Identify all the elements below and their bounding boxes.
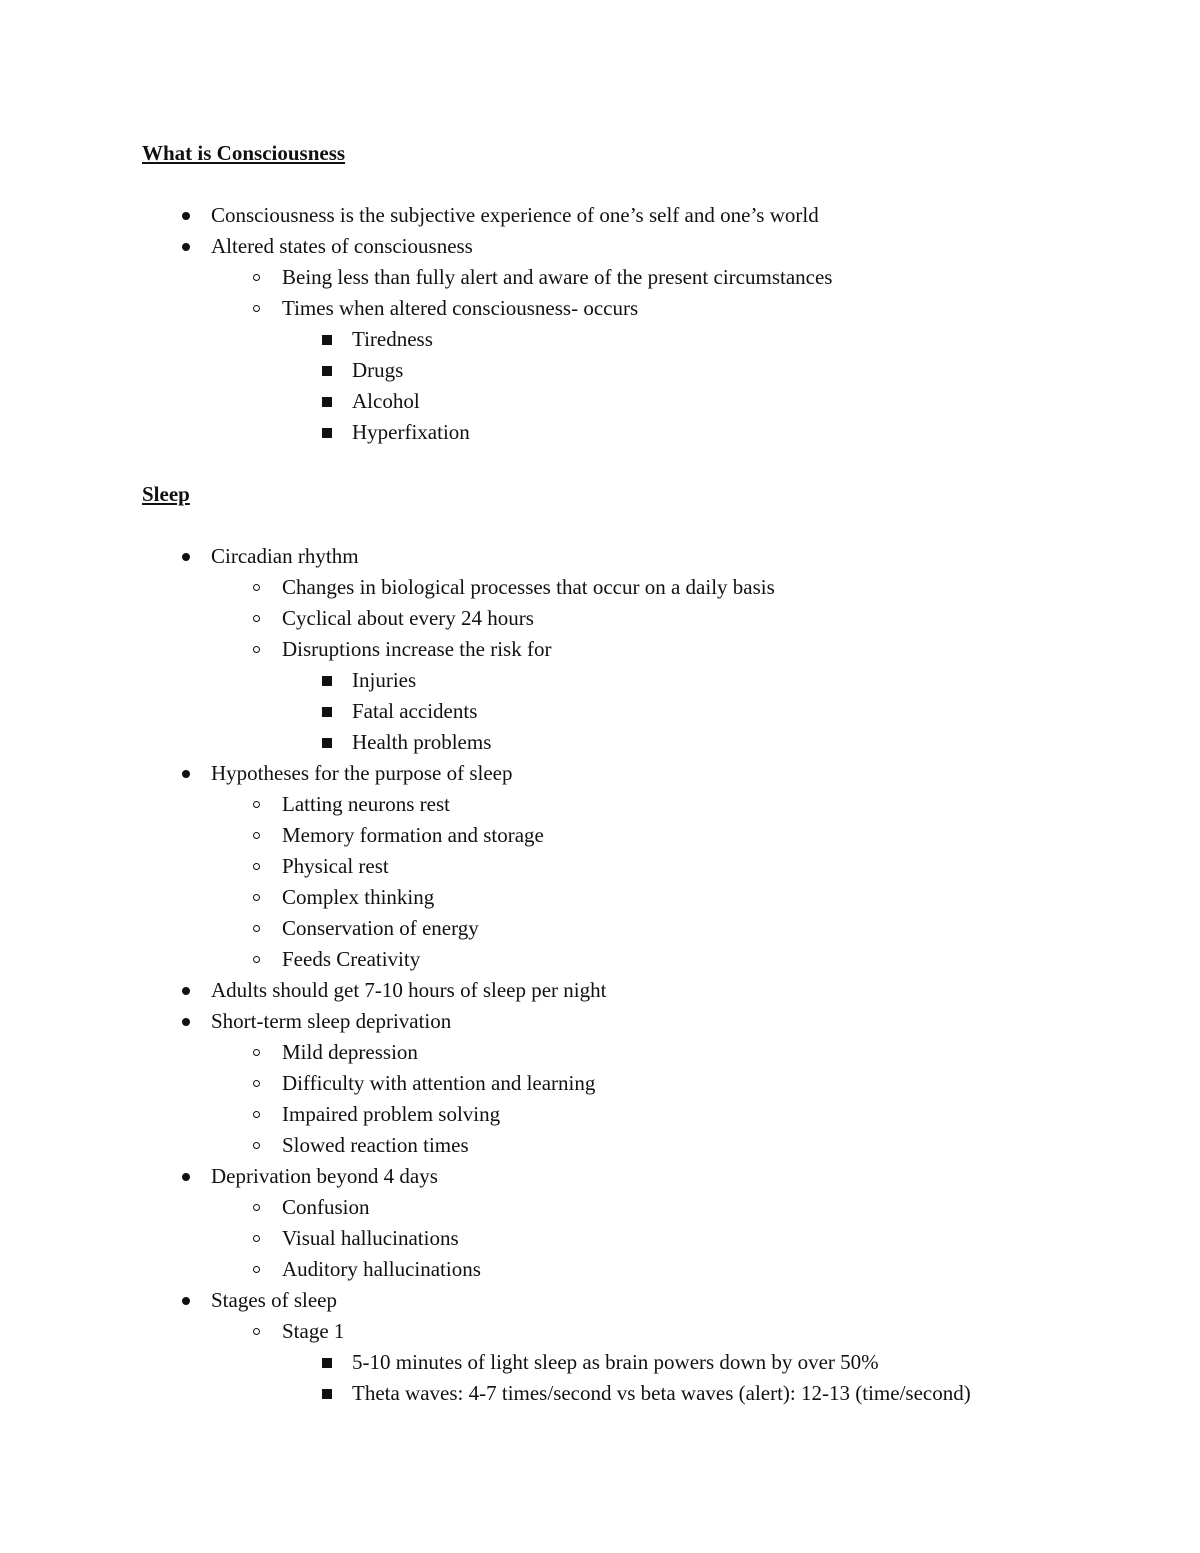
list-item bbox=[142, 1006, 1102, 1037]
bullet-shape bbox=[322, 335, 332, 345]
list-item-text: Alcohol bbox=[352, 389, 420, 413]
bullet-shape bbox=[253, 832, 260, 839]
bullet-shape bbox=[253, 801, 260, 808]
list-item-text: Changes in biological processes that occur on a daily basis bbox=[282, 575, 775, 599]
list-item-text: Impaired problem solving bbox=[282, 1102, 501, 1126]
bullet-shape bbox=[253, 956, 260, 963]
hollow-circle-bullet-icon bbox=[246, 913, 266, 944]
list-item-text: Short-term sleep deprivation bbox=[211, 1009, 452, 1033]
filled-square-bullet-icon bbox=[317, 355, 337, 386]
bullet-shape bbox=[182, 243, 190, 251]
filled-circle-bullet-icon bbox=[176, 975, 196, 1006]
list-item-text: Adults should get 7-10 hours of sleep per night bbox=[211, 978, 607, 1002]
filled-square-bullet-icon bbox=[317, 665, 337, 696]
filled-circle-bullet-icon bbox=[176, 1285, 196, 1316]
bullet-shape bbox=[253, 1142, 260, 1149]
hollow-circle-bullet-icon bbox=[246, 1316, 266, 1347]
list-item-text: Theta waves: 4-7 times/second vs beta waves (alert): 12-13 (time/second) bbox=[352, 1381, 971, 1405]
list-item bbox=[142, 1347, 1102, 1378]
bullet-shape bbox=[253, 1266, 260, 1273]
hollow-circle-bullet-icon bbox=[246, 1037, 266, 1068]
list-item bbox=[142, 665, 1102, 696]
filled-circle-bullet-icon bbox=[176, 1006, 196, 1037]
list-item bbox=[142, 758, 1102, 789]
list-item-text: Slowed reaction times bbox=[282, 1133, 469, 1157]
bullet-shape bbox=[322, 428, 332, 438]
hollow-circle-bullet-icon bbox=[246, 1099, 266, 1130]
list-item bbox=[142, 1316, 1102, 1347]
list-item-text: Altered states of consciousness bbox=[211, 234, 473, 258]
bullet-shape bbox=[253, 863, 260, 870]
list-item bbox=[142, 603, 1102, 634]
bullet-shape bbox=[253, 894, 260, 901]
bullet-shape bbox=[182, 212, 190, 220]
list-item-text: Deprivation beyond 4 days bbox=[211, 1164, 438, 1188]
bullet-shape bbox=[253, 1111, 260, 1118]
list-item bbox=[142, 727, 1102, 758]
hollow-circle-bullet-icon bbox=[246, 293, 266, 324]
filled-circle-bullet-icon bbox=[176, 541, 196, 572]
list-item bbox=[142, 386, 1102, 417]
hollow-circle-bullet-icon bbox=[246, 882, 266, 913]
list-item-text: Mild depression bbox=[282, 1040, 418, 1064]
list-item bbox=[142, 541, 1102, 572]
bullet-shape bbox=[253, 646, 260, 653]
list-item-text: Health problems bbox=[352, 730, 492, 754]
list-item bbox=[142, 789, 1102, 820]
list-item-text: Being less than fully alert and aware of the present circumstances bbox=[282, 265, 833, 289]
list-item-text: 5-10 minutes of light sleep as brain powers down by over 50% bbox=[352, 1350, 879, 1374]
list-item-text: Injuries bbox=[352, 668, 417, 692]
list-item-text: Stage 1 bbox=[282, 1319, 345, 1343]
bullet-shape bbox=[253, 1328, 260, 1335]
list-item-text: Hypotheses for the purpose of sleep bbox=[211, 761, 513, 785]
list-item-text: Times when altered consciousness- occurs bbox=[282, 296, 639, 320]
list-item bbox=[142, 324, 1102, 355]
list-item bbox=[142, 231, 1102, 262]
list-item bbox=[142, 1130, 1102, 1161]
list-item-text: Tiredness bbox=[352, 327, 433, 351]
list-item-text: Drugs bbox=[352, 358, 404, 382]
filled-square-bullet-icon bbox=[317, 1378, 337, 1409]
document-body bbox=[142, 138, 1102, 1409]
hollow-circle-bullet-icon bbox=[246, 603, 266, 634]
bullet-shape bbox=[322, 366, 332, 376]
bullet-shape bbox=[182, 1173, 190, 1181]
list-item-text: Complex thinking bbox=[282, 885, 435, 909]
list-item-text: Physical rest bbox=[282, 854, 389, 878]
filled-circle-bullet-icon bbox=[176, 758, 196, 789]
list-item bbox=[142, 1378, 1102, 1409]
list-item-text: Hyperfixation bbox=[352, 420, 470, 444]
list-item-text: Fatal accidents bbox=[352, 699, 478, 723]
bullet-shape bbox=[253, 1204, 260, 1211]
bullet-shape bbox=[253, 274, 260, 281]
bullet-shape bbox=[322, 707, 332, 717]
bullet-shape bbox=[253, 1080, 260, 1087]
bullet-shape bbox=[322, 1389, 332, 1399]
list-item-text: Circadian rhythm bbox=[211, 544, 359, 568]
list-item bbox=[142, 634, 1102, 665]
bullet-shape bbox=[253, 584, 260, 591]
hollow-circle-bullet-icon bbox=[246, 1130, 266, 1161]
hollow-circle-bullet-icon bbox=[246, 789, 266, 820]
list-item bbox=[142, 882, 1102, 913]
list-item bbox=[142, 1254, 1102, 1285]
hollow-circle-bullet-icon bbox=[246, 1192, 266, 1223]
filled-circle-bullet-icon bbox=[176, 200, 196, 231]
list-item-text: Conservation of energy bbox=[282, 916, 479, 940]
list-item-text: Auditory hallucinations bbox=[282, 1257, 481, 1281]
bullet-list bbox=[142, 200, 1102, 448]
list-item-text: Feeds Creativity bbox=[282, 947, 421, 971]
hollow-circle-bullet-icon bbox=[246, 572, 266, 603]
hollow-circle-bullet-icon bbox=[246, 1254, 266, 1285]
list-item bbox=[142, 355, 1102, 386]
list-item bbox=[142, 200, 1102, 231]
section-heading: What is Consciousness bbox=[142, 141, 346, 165]
bullet-shape bbox=[182, 987, 190, 995]
hollow-circle-bullet-icon bbox=[246, 1068, 266, 1099]
heading-spacer bbox=[142, 510, 1102, 541]
section-heading: Sleep bbox=[142, 482, 190, 506]
bullet-shape bbox=[253, 305, 260, 312]
list-item bbox=[142, 1285, 1102, 1316]
hollow-circle-bullet-icon bbox=[246, 634, 266, 665]
list-item bbox=[142, 913, 1102, 944]
bullet-shape bbox=[253, 925, 260, 932]
hollow-circle-bullet-icon bbox=[246, 944, 266, 975]
list-item-text: Latting neurons rest bbox=[282, 792, 450, 816]
list-item bbox=[142, 696, 1102, 727]
list-item bbox=[142, 1068, 1102, 1099]
filled-square-bullet-icon bbox=[317, 386, 337, 417]
list-item-text: Memory formation and storage bbox=[282, 823, 544, 847]
heading-spacer bbox=[142, 169, 1102, 200]
list-item-text: Disruptions increase the risk for bbox=[282, 637, 552, 661]
bullet-shape bbox=[253, 615, 260, 622]
bullet-shape bbox=[182, 553, 190, 561]
list-item bbox=[142, 1037, 1102, 1068]
list-item bbox=[142, 572, 1102, 603]
hollow-circle-bullet-icon bbox=[246, 851, 266, 882]
list-item bbox=[142, 1223, 1102, 1254]
hollow-circle-bullet-icon bbox=[246, 1223, 266, 1254]
list-item-text: Difficulty with attention and learning bbox=[282, 1071, 596, 1095]
list-item-text: Confusion bbox=[282, 1195, 370, 1219]
list-item bbox=[142, 293, 1102, 324]
list-item bbox=[142, 1161, 1102, 1192]
bullet-shape bbox=[322, 676, 332, 686]
bullet-shape bbox=[182, 1297, 190, 1305]
list-item bbox=[142, 944, 1102, 975]
filled-square-bullet-icon bbox=[317, 324, 337, 355]
list-item bbox=[142, 1192, 1102, 1223]
list-item bbox=[142, 417, 1102, 448]
list-item-text: Consciousness is the subjective experience of one’s self and one’s world bbox=[211, 203, 819, 227]
list-item bbox=[142, 851, 1102, 882]
list-item bbox=[142, 1099, 1102, 1130]
bullet-list bbox=[142, 541, 1102, 1409]
list-item-text: Stages of sleep bbox=[211, 1288, 337, 1312]
list-item bbox=[142, 975, 1102, 1006]
list-item bbox=[142, 262, 1102, 293]
list-item-text: Visual hallucinations bbox=[282, 1226, 459, 1250]
filled-square-bullet-icon bbox=[317, 696, 337, 727]
filled-square-bullet-icon bbox=[317, 727, 337, 758]
bullet-shape bbox=[182, 1018, 190, 1026]
bullet-shape bbox=[322, 397, 332, 407]
bullet-shape bbox=[322, 1358, 332, 1368]
filled-square-bullet-icon bbox=[317, 417, 337, 448]
list-item bbox=[142, 820, 1102, 851]
bullet-shape bbox=[322, 738, 332, 748]
hollow-circle-bullet-icon bbox=[246, 262, 266, 293]
filled-circle-bullet-icon bbox=[176, 1161, 196, 1192]
bullet-shape bbox=[182, 770, 190, 778]
filled-circle-bullet-icon bbox=[176, 231, 196, 262]
list-item-text: Cyclical about every 24 hours bbox=[282, 606, 534, 630]
filled-square-bullet-icon bbox=[317, 1347, 337, 1378]
bullet-shape bbox=[253, 1049, 260, 1056]
hollow-circle-bullet-icon bbox=[246, 820, 266, 851]
section-spacer bbox=[142, 448, 1102, 479]
bullet-shape bbox=[253, 1235, 260, 1242]
